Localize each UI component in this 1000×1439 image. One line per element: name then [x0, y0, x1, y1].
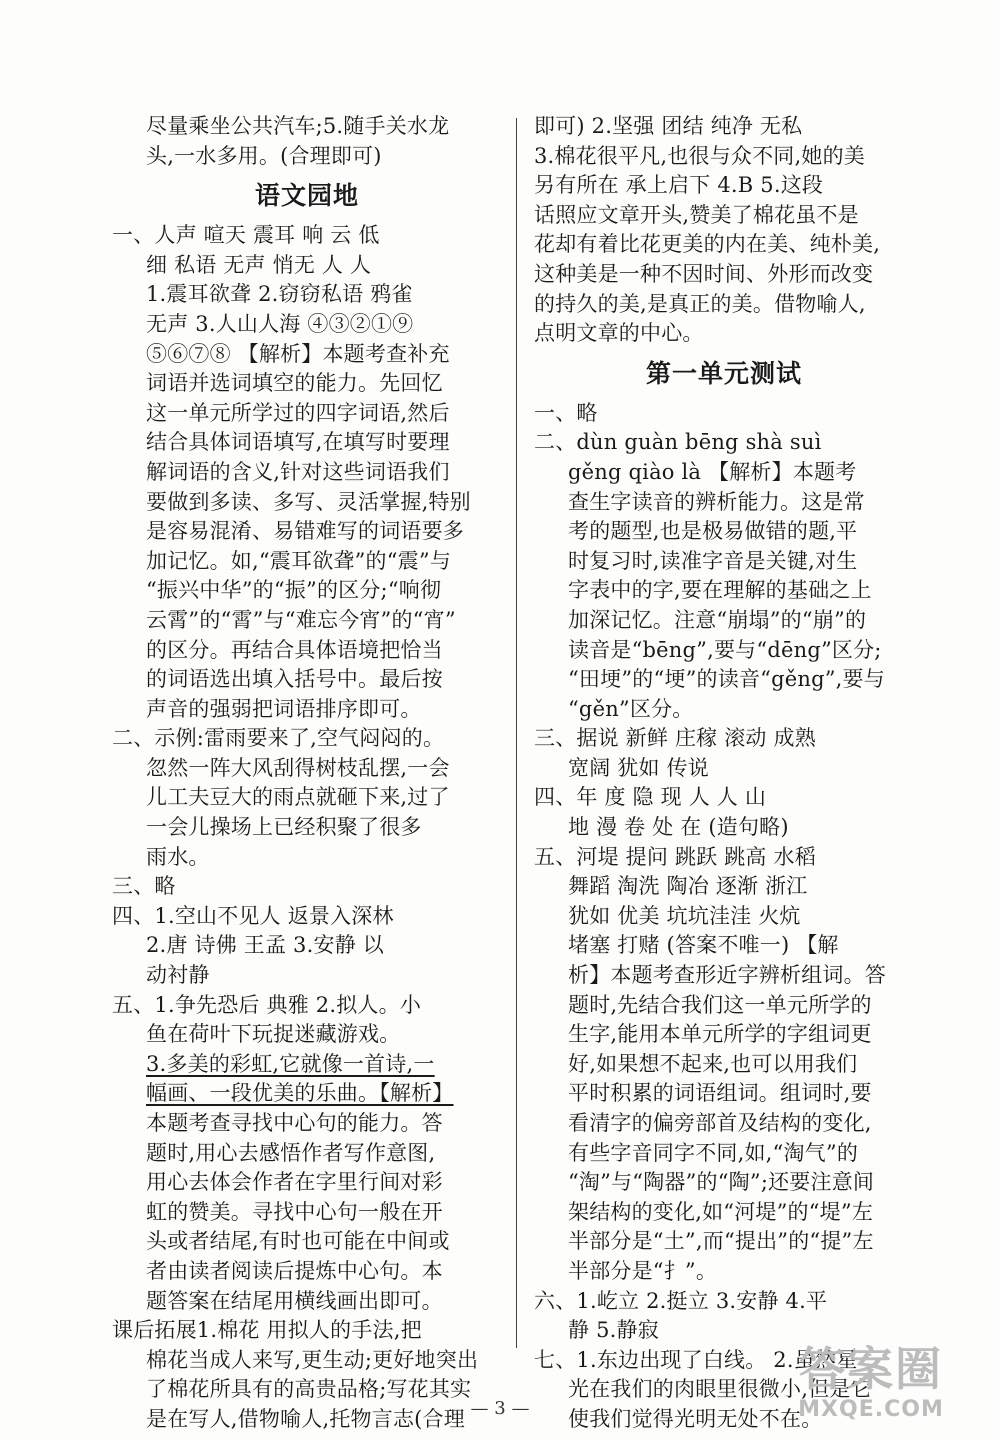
left-body: [112, 221, 502, 1434]
text-line: 架结构的变化,如“河堤”的“堤”左: [568, 1199, 874, 1224]
text-line: 鱼在荷叶下玩捉迷藏游戏。: [146, 1022, 401, 1047]
text-line: 地 漫 卷 处 在 (造句略): [568, 815, 789, 840]
text-line: 题时,用心去感悟作者写作意图,: [146, 1140, 436, 1165]
text-line: 这一单元所学过的四字词语,然后: [146, 400, 450, 425]
text-line: 的词语选出填入括号中。最后按: [146, 667, 443, 692]
text-line: 读音是“bēng”,要与“dēng”区分;: [568, 637, 882, 662]
text-line: 课后拓展1.棉花 用拟人的手法,把: [112, 1318, 422, 1343]
text-line: 3.棉花很平凡,也很与众不同,她的美: [534, 143, 865, 168]
text-line: 静 5.静寂: [568, 1318, 659, 1343]
text-line: 细 私语 无声 悄无 人 人: [146, 252, 372, 277]
text-line: 棉花当成人来写,更生动;更好地突出: [146, 1347, 479, 1372]
text-line: 是在写人,借物喻人,托物言志(合理: [146, 1406, 465, 1431]
text-line: 查生字读音的辨析能力。这是常: [568, 489, 865, 514]
text-line: 四、年 度 隐 现 人 人 山: [534, 785, 767, 810]
column-divider: [516, 118, 517, 1348]
text-line: 五、河堤 提问 跳跃 跳高 水稻: [534, 844, 816, 869]
text-line: 好,如果想不起来,也可以用我们: [568, 1051, 858, 1076]
text-line: 考的题型,也是极易做错的题,平: [568, 519, 858, 544]
text-line: 用心去体会作者在字里行间对彩: [146, 1170, 443, 1195]
watermark-title: 答案圈: [799, 1342, 943, 1396]
text-line: 使我们觉得光明无处不在。: [568, 1406, 823, 1431]
text-line: 虹的赞美。寻找中心句一般在开: [146, 1199, 443, 1224]
right-column: [534, 112, 914, 1435]
section-heading-yuwen-yuandi: 语文园地: [254, 181, 359, 211]
text-line: 本题考查寻找中心句的能力。答: [146, 1111, 443, 1135]
text-line: 3.多美的彩虹,它就像一首诗,一: [146, 1051, 435, 1076]
text-line: 看清字的偏旁部首及结构的变化,: [568, 1111, 872, 1135]
text-line: 忽然一阵大风刮得树枝乱摆,一会: [146, 755, 450, 780]
text-line: 话照应文章开头,赞美了棉花虽不是: [534, 202, 859, 227]
text-line: gěng qiào là 【解析】本题考: [568, 459, 857, 484]
text-line: 四、1.空山不见人 返景入深林: [112, 903, 394, 928]
text-line: “gěn”区分。: [568, 696, 694, 721]
text-line: 三、据说 新鲜 庄稼 滚动 成熟: [534, 726, 816, 751]
text-line: 要做到多读、多写、灵活掌握,特别: [146, 489, 471, 514]
text-line: 这种美是一种不因时间、外形而改变: [534, 261, 874, 286]
text-line: 一、人声 喧天 震耳 响 云 低: [112, 223, 380, 248]
text-line: 加记忆。如,“震耳欲聋”的“震”与: [146, 548, 452, 573]
text-line: 1.震耳欲聋 2.窃窃私语 鸦雀: [146, 282, 413, 307]
text-line: 二、dùn guàn bēng shà suì: [534, 430, 822, 455]
text-line: “田埂”的“埂”的读音“gěng”,要与: [568, 667, 885, 692]
text-line: 堵塞 打赌 (答案不唯一) 【解: [568, 933, 839, 958]
text-line: 有些字音同字不同,如,“淘气”的: [568, 1140, 859, 1165]
text-line: 者由读者阅读后提炼中心句。本: [146, 1258, 443, 1283]
text-line: ⑤⑥⑦⑧ 【解析】本题考查补充: [146, 341, 450, 366]
text-line: 是容易混淆、易错难写的词语要多: [146, 519, 464, 544]
text-line: 二、示例:雷雨要来了,空气闷闷的。: [112, 726, 445, 751]
text-line: 花却有着比花更美的内在美、纯朴美,: [534, 232, 881, 257]
text-line: 尽量乘坐公共汽车;5.随手关水龙: [146, 114, 450, 138]
text-line: 宽阔 犹如 传说: [568, 755, 709, 780]
text-line: 六、1.屹立 2.挺立 3.安静 4.平: [534, 1288, 828, 1313]
text-line: 儿工夫豆大的雨点就砸下来,过了: [146, 785, 450, 810]
text-line: 无声 3.人山人海 ④③②①⑨: [146, 311, 414, 336]
text-line: 头或者结尾,有时也可能在中间或: [146, 1229, 450, 1254]
left-column: [112, 112, 502, 1435]
text-line: 结合具体词语填写,在填写时要理: [146, 430, 450, 455]
text-line: 光在我们的肉眼里很微小,但是它: [568, 1377, 872, 1402]
text-line: 一会儿操场上已经积聚了很多: [146, 815, 422, 840]
text-line: 幅画、一段优美的乐曲。【解析】: [146, 1081, 454, 1106]
text-line: 的区分。再结合具体语境把恰当: [146, 637, 443, 662]
watermark-logo: [756, 1341, 986, 1431]
text-line: 雨水。: [146, 844, 210, 869]
text-line: 题时,先结合我们这一单元所学的: [568, 992, 872, 1017]
right-body: [534, 399, 914, 1435]
right-top-text: [534, 112, 914, 349]
section-heading-unit-test: 第一单元测试: [645, 358, 802, 388]
text-line: 2.唐 诗佛 王孟 3.安静 以: [146, 933, 384, 958]
text-line: 三、略: [112, 874, 176, 899]
text-line: 头,一水多用。(合理即可): [146, 143, 382, 168]
watermark-url: MXQE.COM: [798, 1397, 944, 1422]
text-line: 加深记忆。注意“崩塌”的“崩”的: [568, 607, 867, 632]
text-line: 解词语的含义,针对这些词语我们: [146, 459, 450, 484]
text-line: 的持久的美,是真正的美。借物喻人,: [534, 291, 866, 316]
text-line: 五、1.争先恐后 典雅 2.拟人。小: [112, 992, 422, 1017]
text-line: 时复习时,读准字音是关键,对生: [568, 548, 858, 573]
text-line: 半部分是“土”,而“提出”的“提”左: [568, 1229, 874, 1254]
text-line: 生字,能用本单元所学的字组词更: [568, 1022, 872, 1047]
text-line: 舞蹈 淘洗 陶冶 逐渐 浙江: [568, 874, 808, 899]
text-line: 一、略: [534, 400, 598, 425]
text-line: 另有所在 承上启下 4.B 5.这段: [534, 173, 824, 198]
text-line: 字表中的字,要在理解的基础之上: [568, 578, 872, 603]
text-line: 平时积累的词语组词。组词时,要: [568, 1081, 872, 1106]
page-number: — 3 —: [470, 1398, 530, 1419]
text-line: 半部分是“扌”。: [568, 1258, 718, 1283]
text-line: 题答案在结尾用横线画出即可。: [146, 1288, 443, 1313]
text-line: 点明文章的中心。: [534, 321, 704, 346]
text-line: “淘”与“陶器”的“陶”;还要注意间: [568, 1170, 875, 1195]
text-line: 动衬静: [146, 963, 210, 988]
text-line: “振兴中华”的“振”的区分;“响彻: [146, 578, 442, 603]
text-line: 即可) 2.坚强 团结 纯净 无私: [534, 114, 803, 138]
text-line: 词语并选词填空的能力。先回忆: [146, 371, 443, 396]
text-line: 了棉花所具有的高贵品格;写花其实: [146, 1377, 472, 1402]
text-line: 犹如 优美 坑坑洼洼 火炕: [568, 903, 801, 928]
text-line: 云霄”的“霄”与“难忘今宵”的“宵”: [146, 607, 456, 632]
text-line: 七、1.东边出现了白线。 2.虽然星: [534, 1347, 858, 1372]
text-line: 析】本题考查形近字辨析组词。答: [568, 963, 886, 988]
text-line: 声音的强弱把词语排序即可。: [146, 696, 422, 721]
